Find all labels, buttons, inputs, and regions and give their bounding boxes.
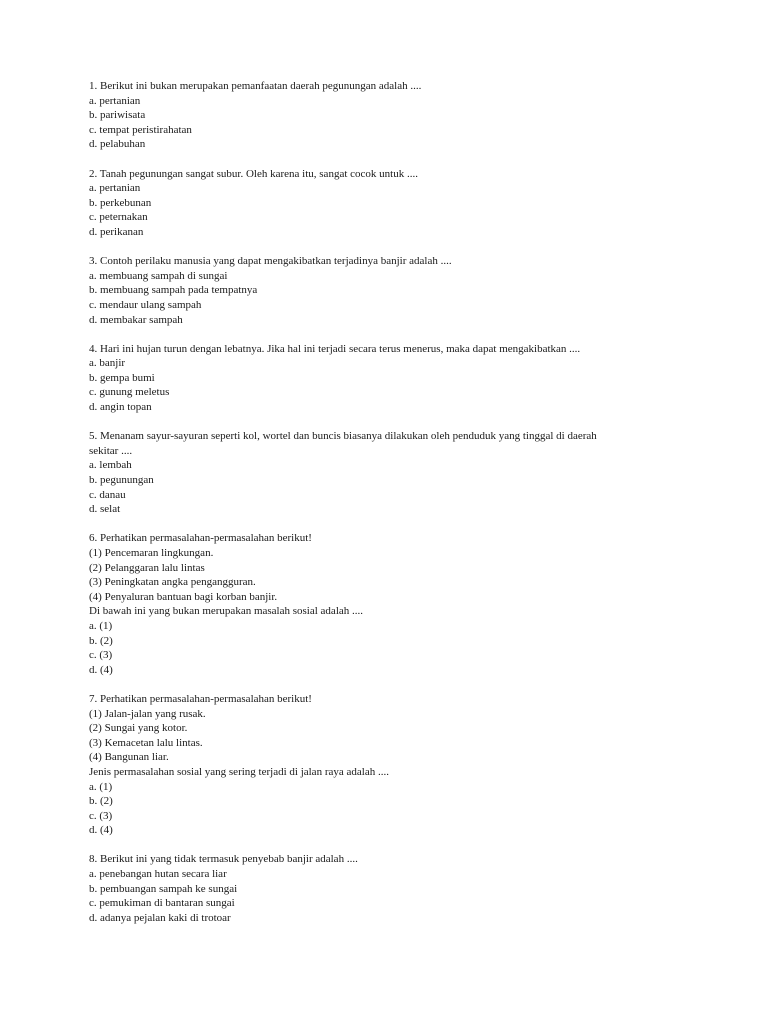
option-c: c. tempat peristirahatan (89, 123, 192, 136)
question-stem-continued: sekitar .... (89, 444, 133, 457)
option-c: c. danau (89, 488, 126, 501)
option-b: b. perkebunan (89, 196, 152, 209)
question-8 (89, 852, 689, 925)
option-a: a. pertanian (89, 94, 141, 107)
option-a: a. membuang sampah di sungai (89, 269, 228, 282)
option-c: c. (3) (89, 809, 113, 822)
option-a: a. penebangan hutan secara liar (89, 868, 227, 881)
option-c: c. pemukiman di bantaran sungai (89, 897, 235, 910)
option-a: a. (1) (89, 619, 113, 632)
document-page (89, 79, 689, 940)
option-d: d. (4) (89, 824, 113, 837)
option-b: b. gempa bumi (89, 371, 155, 384)
question-prompt: Jenis permasalahan sosial yang sering terjadi di jalan raya adalah .... (89, 765, 389, 778)
option-c: c. gunung meletus (89, 386, 170, 399)
option-d: d. adanya pejalan kaki di trotoar (89, 911, 231, 924)
option-c: c. (3) (89, 649, 113, 662)
question-7 (89, 692, 689, 838)
question-4 (89, 342, 689, 415)
option-a: a. banjir (89, 357, 126, 370)
question-stem: 7. Perhatikan permasalahan-permasalahan berikut! (89, 692, 312, 705)
option-d: d. (4) (89, 663, 113, 676)
question-stem: 5. Menanam sayur-sayuran seperti kol, wortel dan buncis biasanya dilakukan oleh penduduk yang tinggal di daerah (89, 430, 597, 443)
question-2 (89, 167, 689, 240)
option-b: b. (2) (89, 795, 113, 808)
question-stem: 2. Tanah pegunungan sangat subur. Oleh karena itu, sangat cocok untuk .... (89, 167, 418, 180)
option-d: d. angin topan (89, 401, 152, 414)
question-1 (89, 79, 689, 152)
statement-3: (3) Peningkatan angka pengangguran. (89, 576, 256, 589)
question-stem: 4. Hari ini hujan turun dengan lebatnya. Jika hal ini terjadi secara terus menerus, maka dapat mengakibatkan .... (89, 342, 581, 355)
statement-4: (4) Penyaluran bantuan bagi korban banjir. (89, 590, 278, 603)
question-stem: 6. Perhatikan permasalahan-permasalahan berikut! (89, 532, 312, 545)
question-stem: 3. Contoh perilaku manusia yang dapat mengakibatkan terjadinya banjir adalah .... (89, 255, 452, 268)
option-d: d. selat (89, 503, 121, 516)
statement-4: (4) Bangunan liar. (89, 751, 169, 764)
question-3 (89, 254, 689, 327)
question-stem: 8. Berikut ini yang tidak termasuk penyebab banjir adalah .... (89, 853, 358, 866)
option-d: d. perikanan (89, 225, 144, 238)
statement-2: (2) Pelanggaran lalu lintas (89, 561, 205, 574)
question-stem: 1. Berikut ini bukan merupakan pemanfaatan daerah pegunungan adalah .... (89, 80, 422, 92)
option-d: d. membakar sampah (89, 313, 183, 326)
option-c: c. mendaur ulang sampah (89, 298, 202, 311)
question-prompt: Di bawah ini yang bukan merupakan masalah sosial adalah .... (89, 605, 364, 618)
statement-1: (1) Jalan-jalan yang rusak. (89, 707, 206, 720)
question-6 (89, 531, 689, 677)
option-a: a. lembah (89, 459, 132, 472)
question-5 (89, 429, 689, 517)
option-a: a. (1) (89, 780, 113, 793)
option-b: b. pariwisata (89, 109, 146, 122)
option-b: b. (2) (89, 634, 113, 647)
statement-3: (3) Kemacetan lalu lintas. (89, 736, 203, 749)
option-b: b. membuang sampah pada tempatnya (89, 284, 258, 297)
statement-1: (1) Pencemaran lingkungan. (89, 547, 214, 559)
statement-2: (2) Sungai yang kotor. (89, 722, 188, 735)
option-b: b. pembuangan sampah ke sungai (89, 882, 238, 895)
option-a: a. pertanian (89, 182, 141, 195)
option-c: c. peternakan (89, 211, 148, 224)
option-d: d. pelabuhan (89, 138, 146, 151)
option-b: b. pegunungan (89, 474, 154, 487)
